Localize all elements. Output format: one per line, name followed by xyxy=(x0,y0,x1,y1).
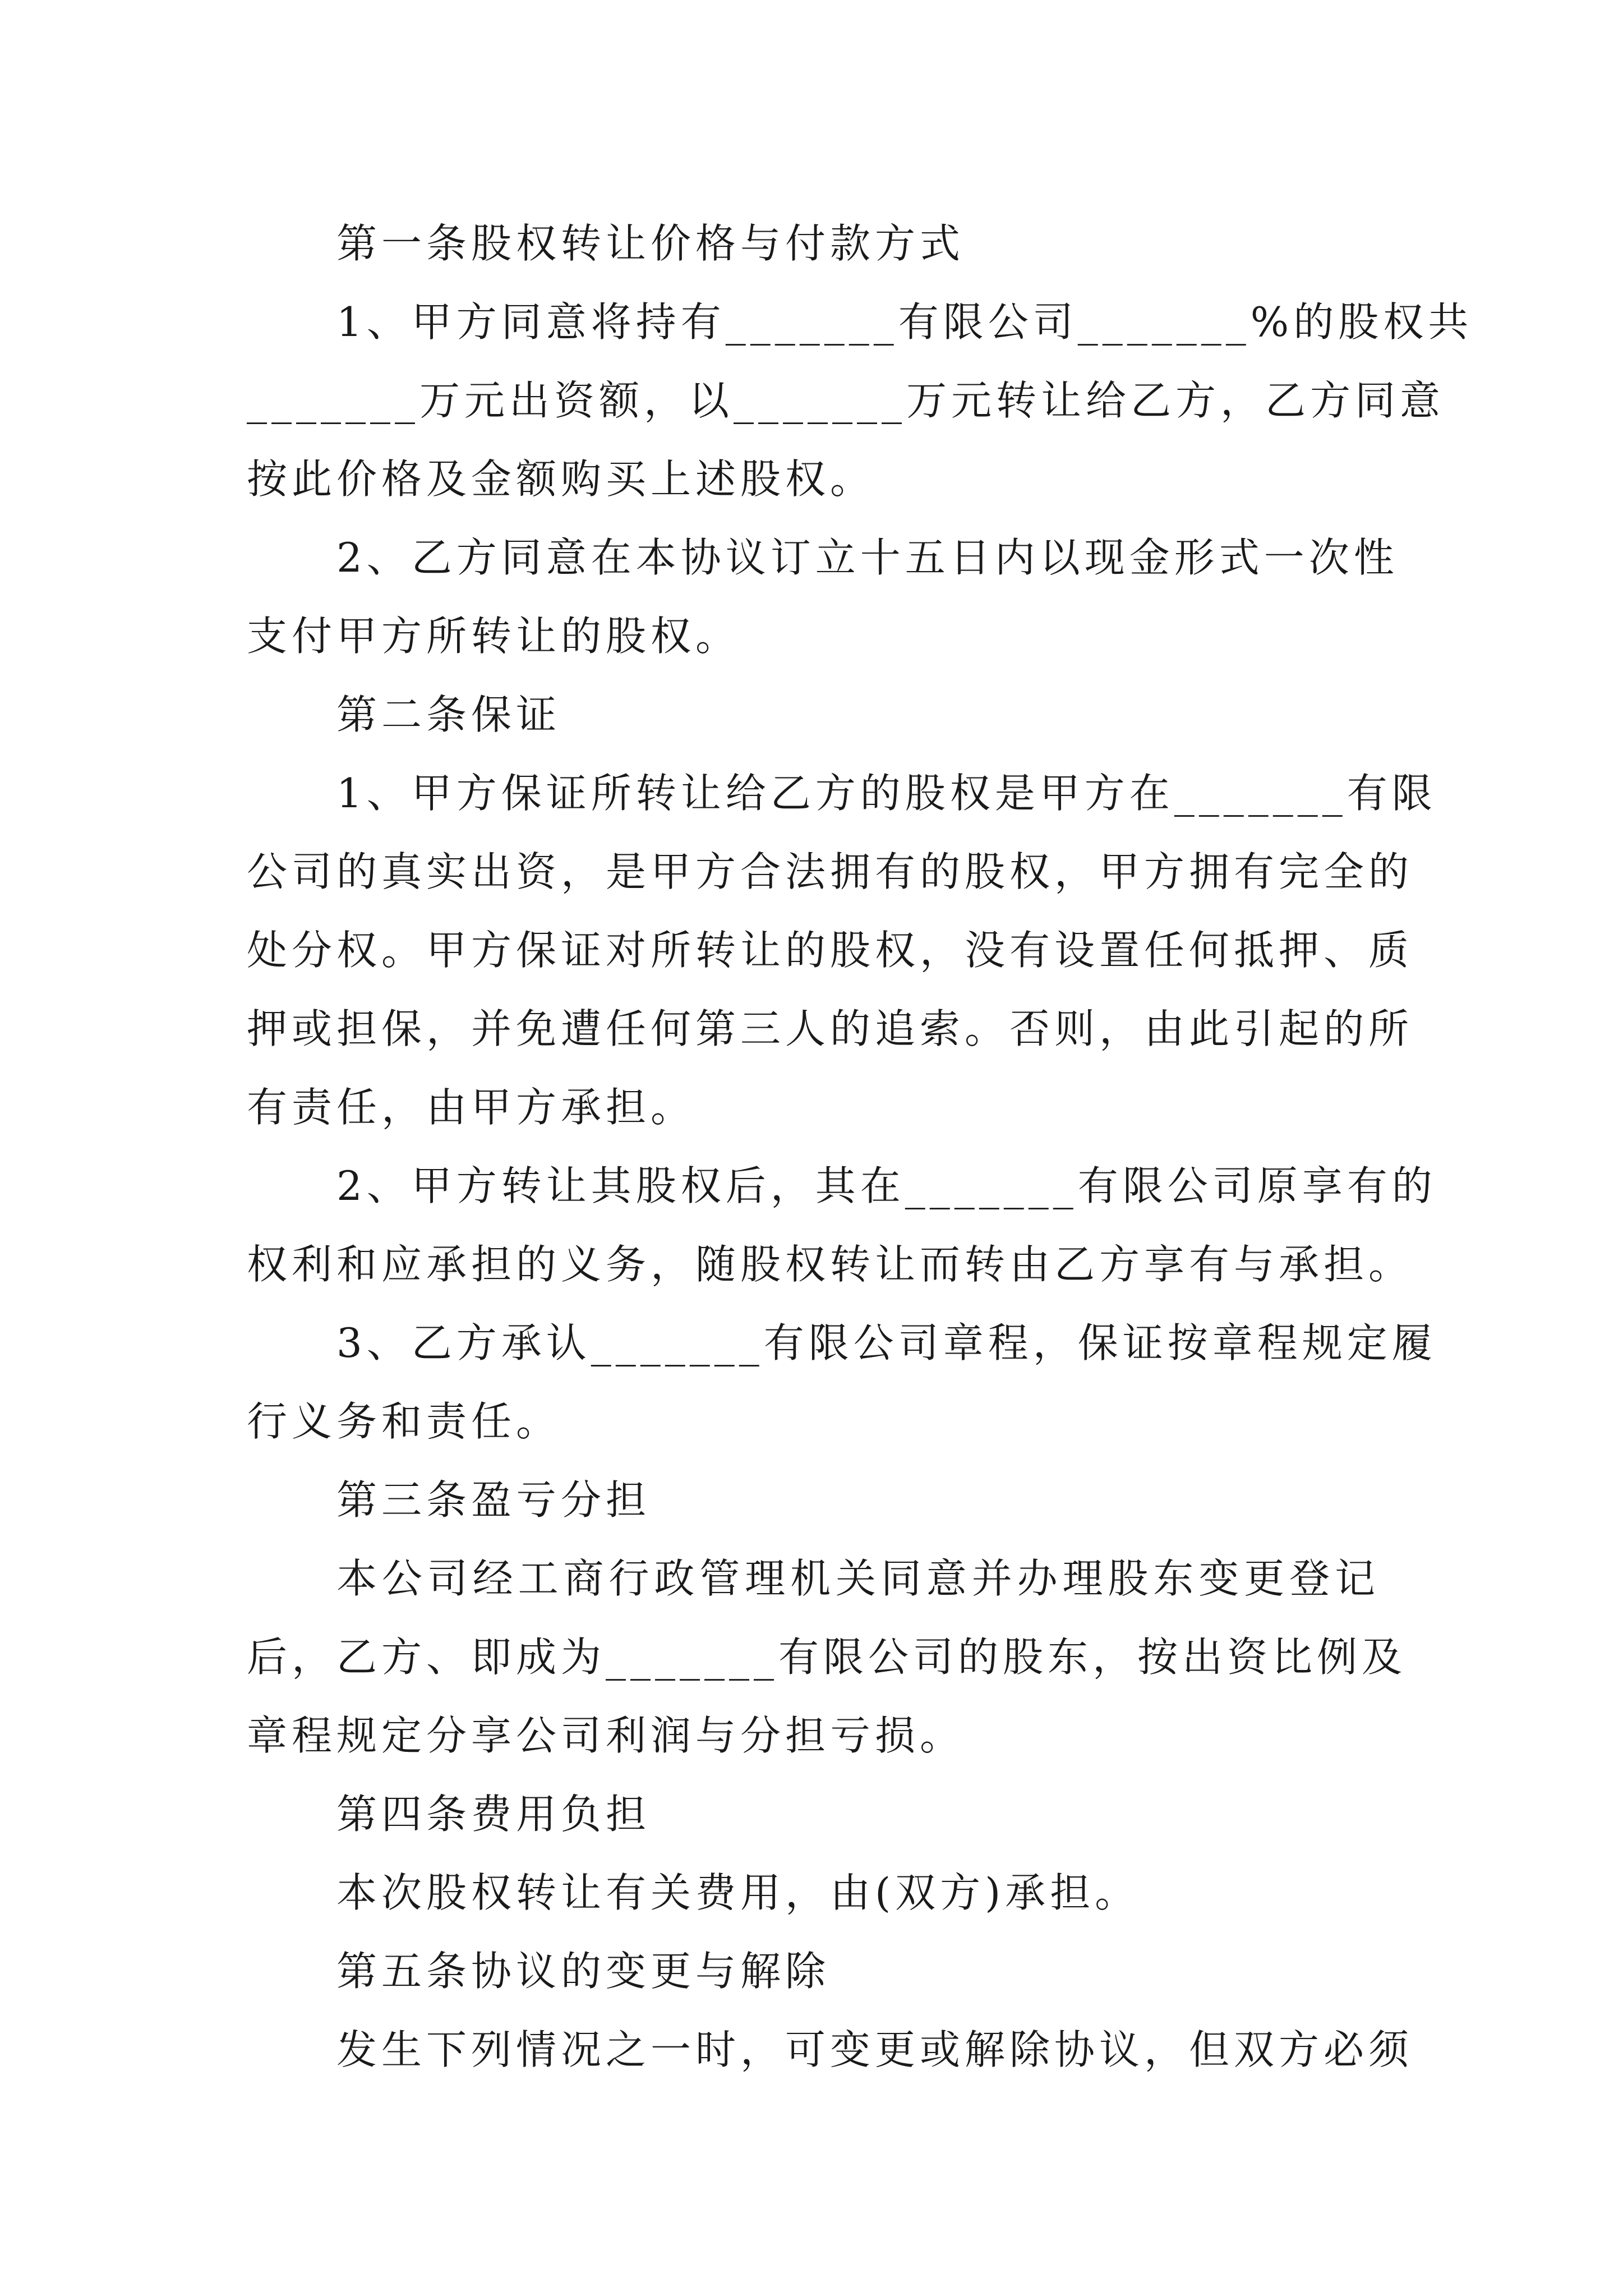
paragraph-line: 公司的真实出资，是甲方合法拥有的股权，甲方拥有完全的 xyxy=(247,848,1414,895)
paragraph-line: 处分权。甲方保证对所转让的股权，没有设置任何抵押、质 xyxy=(247,927,1414,974)
paragraph-line: 章程规定分享公司利润与分担亏损。 xyxy=(247,1712,965,1759)
paragraph-line: 按此价格及金额购买上述股权。 xyxy=(247,455,875,503)
paragraph-line: 有责任，由甲方承担。 xyxy=(247,1084,696,1131)
paragraph-line: 2、甲方转让其股权后，其在_______有限公司原享有的 xyxy=(336,1162,1437,1209)
paragraph-line: 后，乙方、即成为_______有限公司的股东，按出资比例及 xyxy=(247,1634,1407,1681)
paragraph-line: 3、乙方承认_______有限公司章程，保证按章程规定履 xyxy=(336,1319,1437,1366)
paragraph-line: 权利和应承担的义务，随股权转让而转由乙方享有与承担。 xyxy=(247,1241,1414,1288)
paragraph-line: 2、乙方同意在本协议订立十五日内以现金形式一次性 xyxy=(336,534,1399,581)
paragraph-line: 支付甲方所转让的股权。 xyxy=(247,613,741,660)
paragraph-line: 发生下列情况之一时，可变更或解除协议，但双方必须 xyxy=(336,2026,1414,2073)
paragraph-line: 押或担保，并免遭任何第三人的追索。否则，由此引起的所 xyxy=(247,1005,1414,1052)
article-4-heading: 第四条费用负担 xyxy=(336,1791,651,1838)
paragraph-line: 行义务和责任。 xyxy=(247,1398,561,1445)
paragraph-line: 本次股权转让有关费用，由(双方)承担。 xyxy=(336,1869,1140,1916)
article-1-heading: 第一条股权转让价格与付款方式 xyxy=(336,220,965,267)
article-2-heading: 第二条保证 xyxy=(336,691,561,738)
paragraph-line: 本公司经工商行政管理机关同意并办理股东变更登记 xyxy=(336,1555,1380,1602)
paragraph-line: 1、甲方同意将持有_______有限公司_______%的股权共 xyxy=(336,298,1473,346)
paragraph-line: 1、甲方保证所转让给乙方的股权是甲方在_______有限 xyxy=(336,770,1437,817)
article-3-heading: 第三条盈亏分担 xyxy=(336,1476,651,1524)
paragraph-line: _______万元出资额，以_______万元转让给乙方，乙方同意 xyxy=(247,377,1445,424)
article-5-heading: 第五条协议的变更与解除 xyxy=(336,1948,831,1995)
